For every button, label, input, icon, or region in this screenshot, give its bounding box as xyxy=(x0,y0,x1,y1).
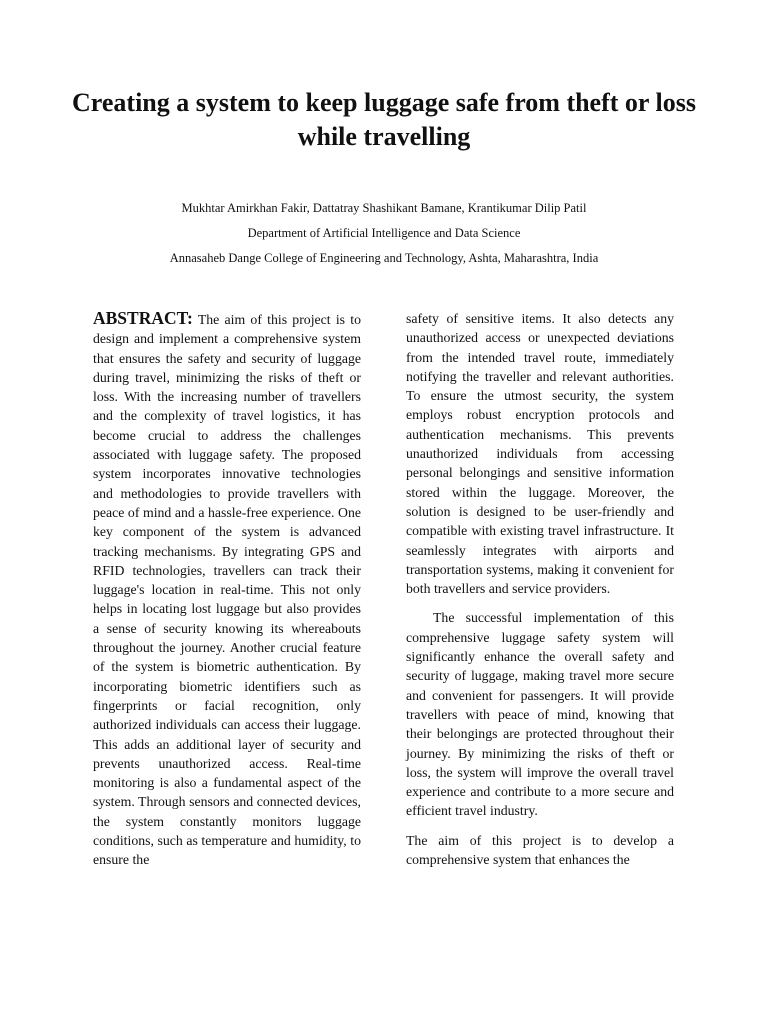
paper-title: Creating a system to keep luggage safe from theft or loss while travelling xyxy=(72,88,696,151)
department-affiliation: Department of Artificial Intelligence and Data Science xyxy=(247,226,521,240)
abstract-label: ABSTRACT: xyxy=(93,308,193,328)
abstract-paragraph xyxy=(93,309,361,870)
author-list: Mukhtar Amirkhan Fakir, Dattatray Shashikant Bamane, Krantikumar Dilip Patil xyxy=(181,201,587,215)
body-paragraph-1: safety of sensitive items. It also detects any unauthorized access or unexpected deviations from the intended travel route, immediately notifying the traveller and relevant authorities. To ensure the utmost security, the system employs robust encryption protocols and authentication mechanisms. This prevents unauthorized individuals from accessing personal belongings and sensitive information stored within the luggage. Moreover, the solution is designed to be user-friendly and compatible with existing travel infrastructure. It seamlessly integrates with airports and transportation systems, making it convenient for both travellers and service providers. xyxy=(406,311,674,597)
college-affiliation: Annasaheb Dange College of Engineering and Technology, Ashta, Maharashtra, India xyxy=(169,251,599,265)
left-column xyxy=(93,309,361,870)
body-paragraph-3: The aim of this project is to develop a comprehensive system that enhances the xyxy=(406,832,674,868)
right-column xyxy=(406,309,674,869)
body-paragraph-2: The successful implementation of this comprehensive luggage safety system will significantly enhance the overall safety and security of luggage, making travel more secure and convenient for passengers. It will provide travellers with peace of mind, knowing that their belongings are protected throughout their journey. By minimizing the risks of theft or loss, the system will improve the overall travel experience and contribute to a more secure and efficient travel industry. xyxy=(406,610,674,819)
abstract-text: The aim of this project is to design and implement a comprehensive system that ensures the safety and security of luggage during travel, minimizing the risks of theft or loss. With the increasing number of travellers and the complexity of travel logistics, it has become crucial to address the challenges associated with luggage safety. The proposed system incorporates innovative technologies and methodologies to provide travellers with peace of mind and a hassle-free experience. One key component of the system is advanced tracking mechanisms. By integrating GPS and RFID technologies, travellers can track their luggage's location in real-time. This not only helps in locating lost luggage but also provides a sense of security knowing its whereabouts throughout the journey. Another crucial feature of the system is biometric authentication. By incorporating biometric identifiers such as fingerprints or facial recognition, only authorized individuals can access their luggage. This adds an additional layer of security and prevents unauthorized access. Real-time monitoring is also a fundamental aspect of the system. Through sensors and connected devices, the system constantly monitors luggage conditions, such as temperature and humidity, to ensure the xyxy=(93,312,361,868)
